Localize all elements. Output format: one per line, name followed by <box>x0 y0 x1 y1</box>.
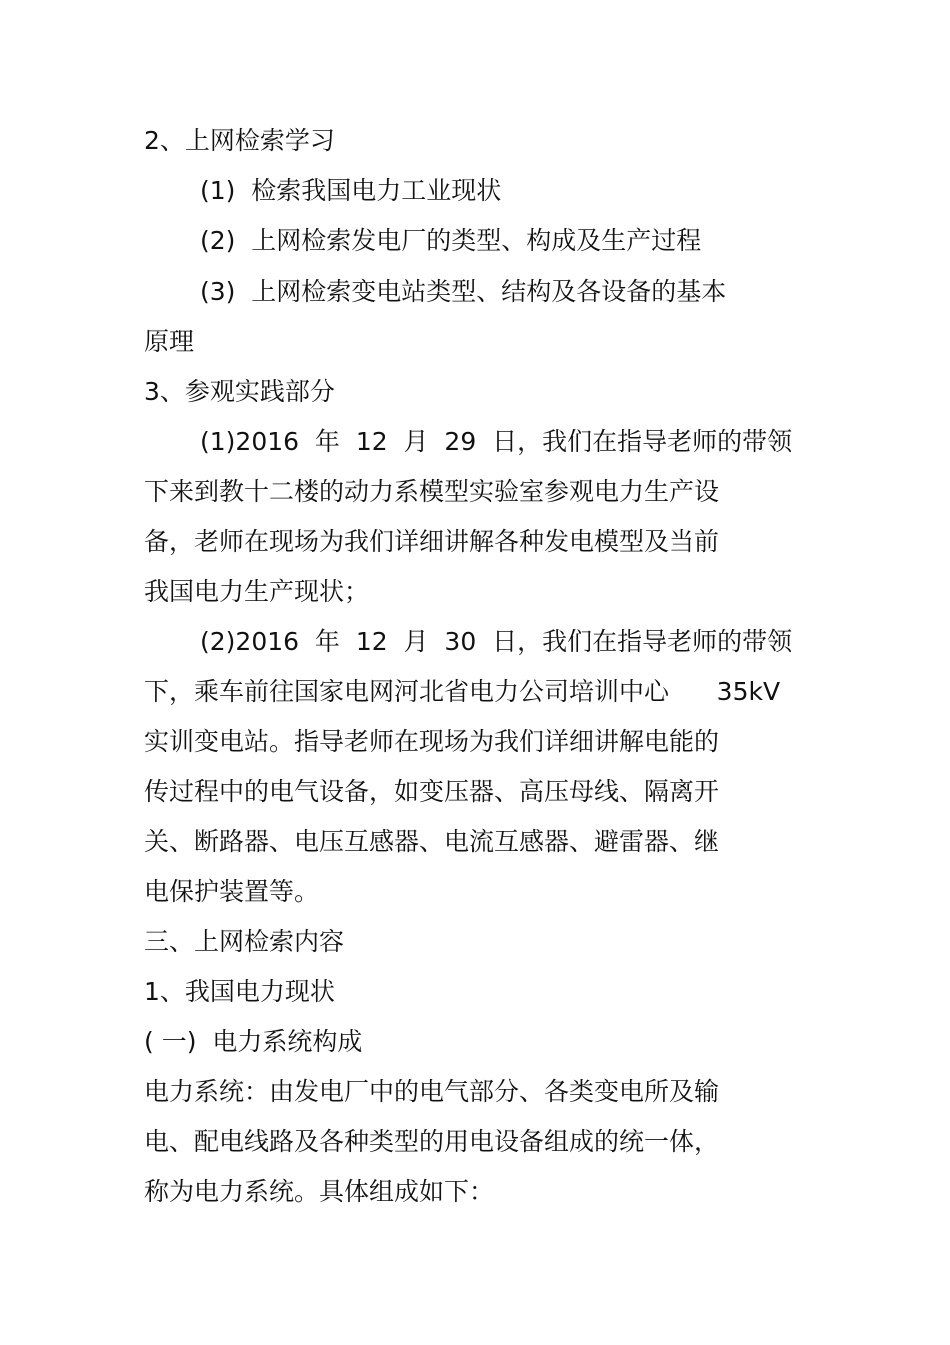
list-item-1: (1) 检索我国电力工业现状 <box>200 176 502 205</box>
heading-subsection-1: 1、我国电力现状 <box>144 977 335 1006</box>
heading-subsubsection: ( 一) 电力系统构成 <box>144 1027 363 1056</box>
paragraph-line: 下来到教十二楼的动力系模型实验室参观电力生产设 <box>144 477 720 506</box>
paragraph-line: (2)2016 年 12 月 30 日，我们在指导老师的带领 <box>200 627 793 656</box>
heading-section-2: 2、上网检索学习 <box>144 126 335 155</box>
paragraph-line: 实训变电站。指导老师在现场为我们详细讲解电能的 <box>144 727 720 756</box>
paragraph-line: (1)2016 年 12 月 29 日，我们在指导老师的带领 <box>200 427 793 456</box>
paragraph-line: 备，老师在现场为我们详细讲解各种发电模型及当前 <box>144 527 720 556</box>
list-item-3: (3) 上网检索变电站类型、结构及各设备的基本 <box>200 277 727 306</box>
paragraph-line: 我国电力生产现状； <box>144 577 370 606</box>
paragraph-line: 关、断路器、电压互感器、电流互感器、避雷器、继 <box>144 827 720 856</box>
heading-section-3: 3、参观实践部分 <box>144 377 335 406</box>
paragraph-line: 电、配电线路及各种类型的用电设备组成的统一体， <box>144 1127 720 1156</box>
list-item-3-cont: 原理 <box>144 327 195 356</box>
paragraph-line: 电力系统：由发电厂中的电气部分、各类变电所及输 <box>144 1077 720 1106</box>
heading-part-3: 三、上网检索内容 <box>144 927 345 956</box>
paragraph-line: 称为电力系统。具体组成如下： <box>144 1177 495 1206</box>
paragraph-line: 传过程中的电气设备，如变压器、高压母线、隔离开 <box>144 777 720 806</box>
paragraph-line: 下，乘车前往国家电网河北省电力公司培训中心 35kV <box>144 677 781 706</box>
paragraph-line: 电保护装置等。 <box>144 877 320 906</box>
list-item-2: (2) 上网检索发电厂的类型、构成及生产过程 <box>200 226 702 255</box>
